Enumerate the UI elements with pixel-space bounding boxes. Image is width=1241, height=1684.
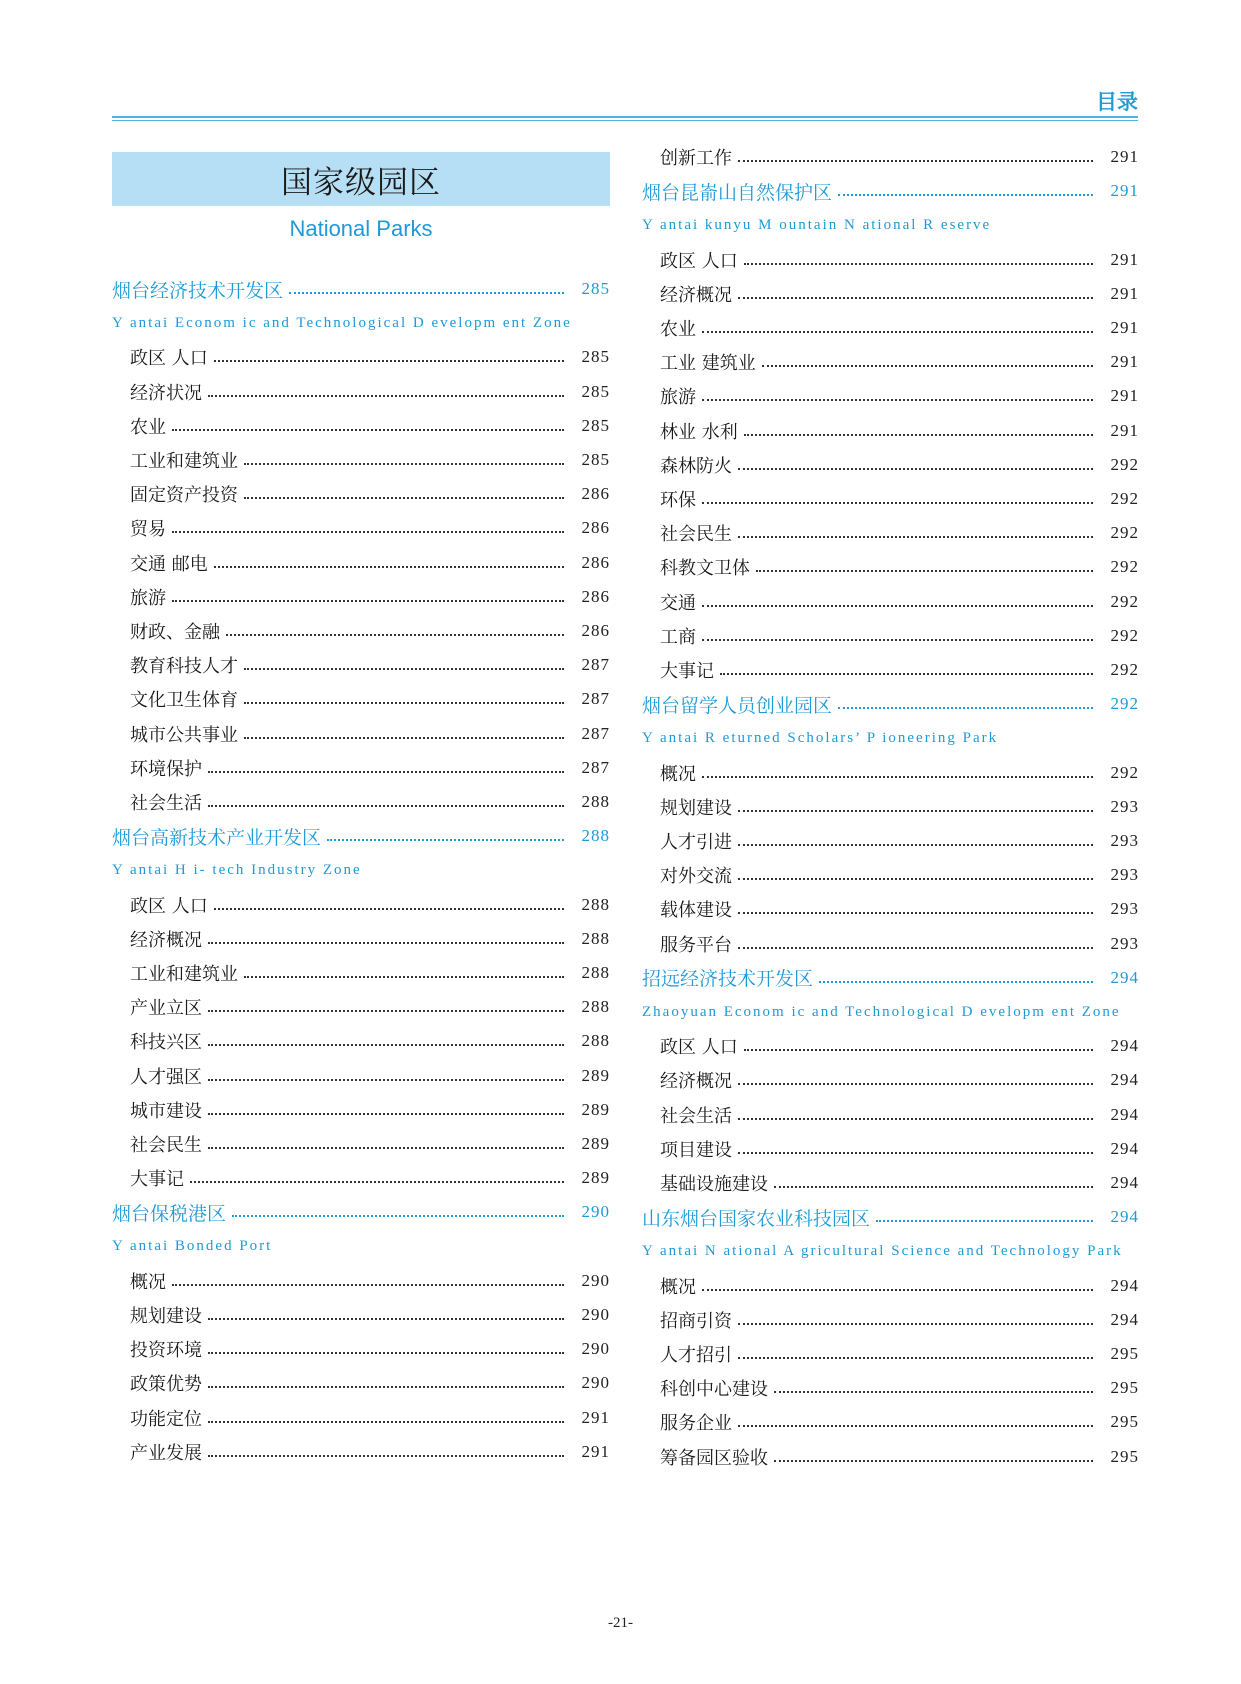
toc-page-number: 291 <box>581 1407 610 1427</box>
toc-entry-label: 对外交流 <box>660 866 732 888</box>
toc-entry[interactable] <box>642 1031 1139 1061</box>
toc-entry[interactable] <box>642 758 1139 788</box>
toc-page-number: 293 <box>1110 796 1139 816</box>
leader-dots <box>738 1118 1093 1120</box>
toc-entry-label: 人才引进 <box>660 832 732 853</box>
leader-dots <box>738 912 1093 914</box>
toc-page-number: 294 <box>1110 1138 1139 1158</box>
toc-page-number: 288 <box>581 928 610 948</box>
leader-dots <box>702 399 1093 401</box>
leader-dots <box>208 942 564 944</box>
toc-page-number: 287 <box>581 655 610 675</box>
toc-entry[interactable] <box>642 347 1139 377</box>
toc-page-number: 286 <box>581 552 610 572</box>
toc-entry[interactable] <box>112 1095 610 1125</box>
toc-entry[interactable] <box>642 587 1139 617</box>
toc-page-number: 294 <box>1110 1173 1139 1192</box>
toc-section-entry[interactable] <box>642 963 1139 993</box>
toc-entry-label: 烟台经济技术开发区 <box>112 279 284 302</box>
toc-entry-label: 工业和建筑业 <box>130 451 238 472</box>
toc-entry[interactable] <box>642 416 1139 446</box>
leader-dots <box>738 1425 1093 1427</box>
toc-entry-label: 招远经济技术开发区 <box>642 968 814 991</box>
leader-dots <box>738 947 1093 949</box>
leader-dots <box>244 976 564 978</box>
toc-entry[interactable] <box>642 450 1139 480</box>
toc-entry-label: 概况 <box>130 1271 166 1293</box>
leader-dots <box>244 737 564 739</box>
toc-entry[interactable] <box>642 1373 1139 1403</box>
leader-dots <box>702 639 1093 641</box>
leader-dots <box>172 531 564 533</box>
toc-page-number: 291 <box>1110 283 1139 303</box>
toc-page-number: 294 <box>1110 1207 1139 1227</box>
toc-entry[interactable] <box>112 992 610 1022</box>
toc-entry-label: 烟台保税港区 <box>112 1202 227 1225</box>
leader-dots <box>744 1049 1093 1051</box>
toc-page-number: 286 <box>581 484 610 504</box>
leader-dots <box>172 1284 564 1286</box>
leader-dots <box>208 1318 564 1320</box>
leader-dots <box>838 194 1093 196</box>
toc-page-number: 295 <box>1110 1344 1139 1363</box>
toc-entry-label: 烟台昆嵛山自然保护区 <box>642 181 833 204</box>
toc-entry-label: 旅游 <box>660 387 696 409</box>
toc-entry[interactable] <box>112 513 610 543</box>
toc-entry-label: 经济状况 <box>130 382 202 404</box>
leader-dots <box>738 297 1093 299</box>
toc-entry-label: 大事记 <box>660 661 714 682</box>
header-title: 目录 <box>1096 90 1138 114</box>
toc-page-number: 292 <box>1110 762 1139 782</box>
toc-page-number: 294 <box>1110 1309 1139 1329</box>
toc-entry[interactable] <box>642 1134 1139 1164</box>
toc-entry[interactable] <box>642 1339 1139 1369</box>
toc-page-number: 288 <box>581 963 610 982</box>
toc-entry-label: 交通 邮电 <box>130 553 208 575</box>
leader-dots <box>720 673 1093 675</box>
leader-dots <box>702 331 1093 333</box>
toc-page-number: 288 <box>581 826 610 846</box>
section-banner: 国家级园区 <box>112 152 610 206</box>
toc-entry-label: 政区 人口 <box>660 1037 738 1059</box>
leader-dots <box>214 908 564 910</box>
toc-entry[interactable] <box>112 1061 610 1091</box>
toc-entry-label: Y antai kunyu M ountain N ational R eserve <box>642 216 992 233</box>
toc-page-number: 291 <box>1110 352 1139 372</box>
leader-dots <box>244 497 564 499</box>
toc-entry[interactable] <box>642 1065 1139 1095</box>
toc-entry-label: 经济概况 <box>660 284 732 306</box>
leader-dots <box>327 839 564 841</box>
toc-entry-label: Y antai R eturned Scholars’ P ioneering Park <box>642 729 999 746</box>
toc-entry-label: 城市公共事业 <box>130 724 238 746</box>
leader-dots <box>208 1147 564 1149</box>
leader-dots <box>208 771 564 773</box>
toc-entry[interactable] <box>642 1168 1139 1198</box>
toc-entry-label: 概况 <box>660 1276 696 1298</box>
leader-dots <box>774 1460 1093 1462</box>
toc-entry[interactable] <box>642 381 1139 411</box>
leader-dots <box>208 1010 564 1012</box>
toc-page-number: 285 <box>581 279 610 298</box>
toc-entry[interactable] <box>112 719 610 749</box>
leader-dots <box>214 566 564 568</box>
toc-entry-label: 交通 <box>660 592 696 614</box>
leader-dots <box>226 634 564 636</box>
leader-dots <box>208 1421 564 1423</box>
toc-entry[interactable] <box>112 377 610 407</box>
toc-entry[interactable] <box>112 479 610 509</box>
toc-page-number: 292 <box>1110 489 1139 508</box>
toc-page-number: 290 <box>581 1305 610 1324</box>
toc-entry-label: 农业 <box>660 319 696 340</box>
toc-page-number: 285 <box>581 450 610 469</box>
leader-dots <box>244 463 564 465</box>
toc-entry[interactable] <box>112 342 610 372</box>
toc-entry[interactable] <box>112 1163 610 1193</box>
toc-entry-label: 山东烟台国家农业科技园区 <box>642 1207 871 1230</box>
toc-section-entry[interactable] <box>112 274 610 304</box>
section-subtitle: National Parks <box>289 216 433 241</box>
toc-entry-label: 社会民生 <box>130 1135 202 1156</box>
toc-entry-label: 烟台高新技术产业开发区 <box>112 826 322 849</box>
toc-entry-label: 森林防火 <box>660 455 732 477</box>
toc-english-title <box>642 1236 1139 1266</box>
toc-english-title <box>112 855 610 885</box>
toc-entry-label: 投资环境 <box>130 1340 202 1362</box>
toc-entry-label: 项目建设 <box>660 1139 732 1161</box>
toc-page-number: 294 <box>1110 1104 1139 1124</box>
toc-page-number: 285 <box>581 347 610 367</box>
toc-entry[interactable] <box>112 1300 610 1330</box>
leader-dots <box>738 1357 1093 1359</box>
leader-dots <box>738 844 1093 846</box>
toc-entry-label: 人才招引 <box>660 1345 732 1366</box>
header-rule <box>112 116 1138 121</box>
toc-entry[interactable] <box>642 1305 1139 1335</box>
toc-entry[interactable] <box>112 411 610 441</box>
leader-dots <box>819 981 1093 983</box>
toc-entry-label: 概况 <box>660 763 696 785</box>
toc-entry[interactable] <box>112 1334 610 1364</box>
toc-page-number: 292 <box>1110 660 1139 679</box>
toc-page-number: 290 <box>581 1339 610 1359</box>
leader-dots <box>208 1455 564 1457</box>
leader-dots <box>702 502 1093 504</box>
toc-entry[interactable] <box>112 1368 610 1398</box>
toc-entry[interactable] <box>112 548 610 578</box>
leader-dots <box>744 434 1093 436</box>
leader-dots <box>214 360 564 362</box>
toc-entry[interactable] <box>112 753 610 783</box>
toc-section-entry[interactable] <box>642 1202 1139 1232</box>
toc-entry[interactable] <box>642 929 1139 959</box>
toc-entry[interactable] <box>642 894 1139 924</box>
leader-dots <box>208 1079 564 1081</box>
leader-dots <box>208 1113 564 1115</box>
leader-dots <box>876 1220 1093 1222</box>
leader-dots <box>738 536 1093 538</box>
toc-entry[interactable] <box>112 684 610 714</box>
toc-entry-label: 筹备园区验收 <box>660 1447 768 1469</box>
toc-entry-label: 科教文卫体 <box>660 558 750 580</box>
toc-page-number: 285 <box>581 381 610 401</box>
leader-dots <box>208 395 564 397</box>
leader-dots <box>172 600 564 602</box>
toc-entry[interactable] <box>112 1403 610 1433</box>
toc-entry[interactable] <box>642 552 1139 582</box>
leader-dots <box>744 263 1093 265</box>
toc-page-number: 286 <box>581 621 610 640</box>
toc-entry-label: 城市建设 <box>130 1100 202 1122</box>
toc-entry[interactable] <box>112 787 610 817</box>
toc-entry[interactable] <box>642 1442 1139 1472</box>
leader-dots <box>838 707 1093 709</box>
toc-entry[interactable] <box>112 890 610 920</box>
toc-entry[interactable] <box>112 1129 610 1159</box>
toc-page-number: 287 <box>581 723 610 743</box>
toc-entry-label: 环保 <box>660 490 696 511</box>
toc-entry-label: 产业立区 <box>130 998 202 1020</box>
toc-page-number: 295 <box>1110 1412 1139 1432</box>
toc-page-number: 289 <box>581 1099 610 1119</box>
leader-dots <box>208 1044 564 1046</box>
toc-entry-label: 烟台留学人员创业园区 <box>642 694 833 717</box>
toc-entry[interactable] <box>642 655 1139 685</box>
toc-entry-label: 林业 水利 <box>660 421 738 443</box>
toc-section-entry[interactable] <box>112 1197 610 1227</box>
toc-entry[interactable] <box>112 958 610 988</box>
toc-entry[interactable] <box>642 1407 1139 1437</box>
toc-english-title <box>642 997 1139 1027</box>
toc-page-number: 288 <box>581 997 610 1017</box>
toc-section-entry[interactable] <box>642 176 1139 206</box>
toc-page-number: 291 <box>1110 181 1139 201</box>
leader-dots <box>172 429 564 431</box>
toc-entry-label: 农业 <box>130 416 166 438</box>
toc-entry-label: 工业 建筑业 <box>660 353 756 375</box>
toc-page-number: 292 <box>1110 523 1139 543</box>
toc-entry[interactable] <box>642 245 1139 275</box>
leader-dots <box>244 668 564 670</box>
toc-entry-label: 环境保护 <box>130 758 202 780</box>
toc-page-number: 293 <box>1110 831 1139 850</box>
toc-page-number: 294 <box>1110 1070 1139 1090</box>
toc-entry-label: 社会生活 <box>660 1105 732 1127</box>
toc-entry-label: Y antai N ational A gricultural Science and Technology Park <box>642 1242 1123 1259</box>
toc-english-title <box>112 1232 610 1262</box>
toc-page-number: 287 <box>581 757 610 777</box>
toc-entry-label: 旅游 <box>130 587 166 609</box>
toc-page-number: 292 <box>1110 454 1139 474</box>
toc-section-entry[interactable] <box>112 821 610 851</box>
toc-entry-label: 服务平台 <box>660 934 732 956</box>
toc-english-title <box>642 210 1139 240</box>
toc-entry-label: 经济概况 <box>660 1071 732 1093</box>
toc-page-number: 287 <box>581 689 610 709</box>
toc-entry[interactable] <box>642 621 1139 651</box>
page-header <box>112 84 1138 120</box>
toc-entry[interactable] <box>642 518 1139 548</box>
leader-dots <box>190 1181 564 1183</box>
toc-entry-label: 教育科技人才 <box>130 656 238 678</box>
toc-page-number: 290 <box>581 1270 610 1290</box>
toc-page-number: 291 <box>1110 386 1139 406</box>
toc-entry[interactable] <box>112 445 610 475</box>
leader-dots <box>738 810 1093 812</box>
toc-entry[interactable] <box>112 1437 610 1467</box>
toc-entry-label: 科技兴区 <box>130 1032 202 1054</box>
toc-page-number: 291 <box>1110 249 1139 269</box>
toc-page-number: 291 <box>581 1441 610 1461</box>
toc-page-number: 289 <box>581 1065 610 1085</box>
toc-page-number: 291 <box>1110 147 1139 166</box>
leader-dots <box>738 1083 1093 1085</box>
toc-entry[interactable] <box>112 924 610 954</box>
toc-entry-label: Y antai H i- tech Industry Zone <box>112 861 362 878</box>
toc-entry-label: 服务企业 <box>660 1413 732 1435</box>
leader-dots <box>232 1215 564 1217</box>
toc-entry-label: 贸易 <box>130 519 166 541</box>
leader-dots <box>208 1386 564 1388</box>
leader-dots <box>762 365 1093 367</box>
toc-entry-label: 产业发展 <box>130 1442 202 1464</box>
leader-dots <box>738 1152 1093 1154</box>
toc-page-number: 295 <box>1110 1378 1139 1398</box>
page-number: -21- <box>608 1615 633 1631</box>
toc-entry-label: 政区 人口 <box>660 250 738 272</box>
toc-entry-label: 社会民生 <box>660 524 732 546</box>
toc-page-number: 286 <box>581 518 610 538</box>
toc-page-number: 289 <box>581 1134 610 1153</box>
toc-entry-label: 大事记 <box>130 1169 184 1191</box>
toc-page-number: 293 <box>1110 933 1139 953</box>
toc-entry[interactable] <box>112 1266 610 1296</box>
toc-page-number: 290 <box>581 1202 610 1222</box>
toc-entry[interactable] <box>642 792 1139 822</box>
toc-entry[interactable] <box>642 860 1139 890</box>
toc-page-number: 294 <box>1110 967 1139 987</box>
toc-page-number: 288 <box>581 792 610 811</box>
toc-page-number: 285 <box>581 415 610 435</box>
toc-entry[interactable] <box>642 1271 1139 1301</box>
toc-entry[interactable] <box>112 582 610 612</box>
toc-entry-label: 工业和建筑业 <box>130 964 238 985</box>
toc-page-number: 293 <box>1110 865 1139 885</box>
toc-entry[interactable] <box>112 616 610 646</box>
toc-page-number: 294 <box>1110 1275 1139 1295</box>
toc-page-number: 292 <box>1110 591 1139 611</box>
leader-dots <box>289 292 564 294</box>
toc-entry-label: 财政、金融 <box>130 622 220 643</box>
leader-dots <box>244 702 564 704</box>
leader-dots <box>702 1289 1093 1291</box>
toc-entry[interactable] <box>642 142 1139 172</box>
toc-page-number: 286 <box>581 586 610 606</box>
toc-page-number: 289 <box>581 1168 610 1188</box>
toc-entry-label: 创新工作 <box>660 148 732 169</box>
toc-entry-label: 功能定位 <box>130 1408 202 1430</box>
toc-page-number: 294 <box>1110 1036 1139 1056</box>
toc-entry[interactable] <box>642 484 1139 514</box>
toc-entry-label: 固定资产投资 <box>130 485 238 507</box>
toc-entry-label: 文化卫生体育 <box>130 690 238 712</box>
toc-entry-label: 社会生活 <box>130 793 202 814</box>
toc-entry-label: 经济概况 <box>130 929 202 951</box>
toc-section-entry[interactable] <box>642 689 1139 719</box>
toc-page-number: 293 <box>1110 899 1139 919</box>
toc-page-number: 292 <box>1110 694 1139 714</box>
leader-dots <box>756 570 1093 572</box>
toc-page-number: 291 <box>1110 318 1139 337</box>
toc-entry-label: Y antai Econom ic and Technological D evelopm ent Zone <box>112 314 572 331</box>
toc-page-number: 291 <box>1110 420 1139 440</box>
toc-page-number: 295 <box>1110 1446 1139 1466</box>
leader-dots <box>738 468 1093 470</box>
toc-page-number: 292 <box>1110 557 1139 577</box>
leader-dots <box>738 160 1093 162</box>
toc-entry-label: 科创中心建设 <box>660 1379 768 1401</box>
leader-dots <box>774 1186 1093 1188</box>
toc-entry[interactable] <box>112 650 610 680</box>
toc-entry-label: 招商引资 <box>660 1310 732 1332</box>
leader-dots <box>738 1323 1093 1325</box>
leader-dots <box>208 805 564 807</box>
leader-dots <box>738 878 1093 880</box>
toc-page-number: 290 <box>581 1373 610 1393</box>
leader-dots <box>208 1352 564 1354</box>
toc-entry-label: 规划建设 <box>660 797 732 819</box>
toc-entry[interactable] <box>642 1100 1139 1130</box>
leader-dots <box>774 1391 1093 1393</box>
leader-dots <box>702 605 1093 607</box>
toc-entry[interactable] <box>642 279 1139 309</box>
toc-entry-label: Y antai Bonded Port <box>112 1238 273 1255</box>
toc-entry-label: 规划建设 <box>130 1306 202 1327</box>
toc-page-number: 288 <box>581 894 610 914</box>
toc-page-number: 288 <box>581 1031 610 1051</box>
leader-dots <box>702 776 1093 778</box>
toc-entry-label: 政策优势 <box>130 1374 202 1396</box>
toc-entry-label: 基础设施建设 <box>660 1174 768 1195</box>
toc-entry-label: 人才强区 <box>130 1066 202 1088</box>
toc-entry[interactable] <box>642 313 1139 343</box>
toc-entry-label: 工商 <box>660 626 696 648</box>
toc-entry[interactable] <box>642 826 1139 856</box>
toc-entry-label: Zhaoyuan Econom ic and Technological D evelopm ent Zone <box>642 1003 1121 1020</box>
toc-english-title <box>112 308 610 338</box>
toc-entry[interactable] <box>112 1026 610 1056</box>
toc-entry-label: 政区 人口 <box>130 348 208 370</box>
toc-english-title <box>642 723 1139 753</box>
toc-entry-label: 载体建设 <box>660 900 732 922</box>
toc-page-number: 292 <box>1110 625 1139 645</box>
toc-entry-label: 政区 人口 <box>130 895 208 917</box>
